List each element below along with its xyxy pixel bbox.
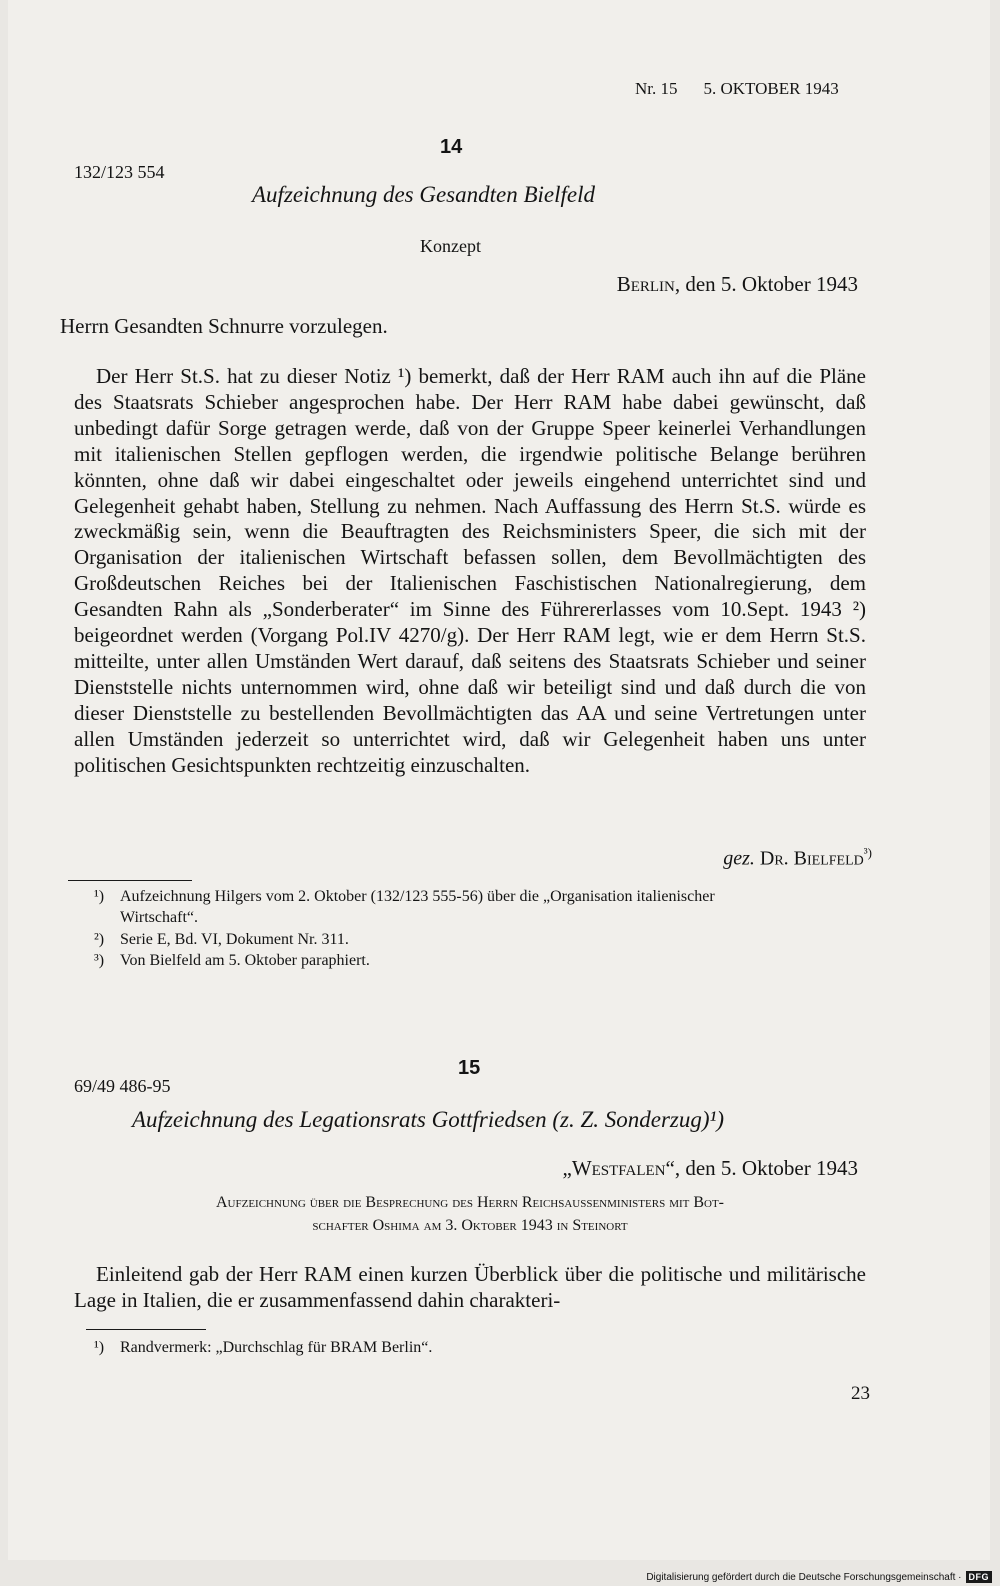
footnote <box>94 950 870 971</box>
header-doc-number: Nr. 15 <box>635 79 678 98</box>
salutation: Herrn Gesandten Schnurre vorzulegen. <box>60 314 388 338</box>
dfg-logo: DFG <box>966 1571 993 1583</box>
subject-line: schafter Oshima am 3. Oktober 1943 in Steinort <box>312 1217 628 1234</box>
running-header <box>635 79 839 99</box>
subject-heading <box>74 1191 866 1237</box>
subject-line: Aufzeichnung über die Besprechung des Herrn Reichsaussenministers mit Bot- <box>215 1194 725 1211</box>
header-date: 5. OKTOBER 1943 <box>703 79 839 98</box>
signature-footnote-mark: ³) <box>863 845 872 860</box>
funding-note <box>646 1571 992 1583</box>
file-number: 69/49 486-95 <box>74 1076 171 1096</box>
footnote <box>94 1337 870 1358</box>
footnote <box>94 886 870 928</box>
footnote-text: Von Bielfeld am 5. Oktober paraphiert. <box>120 952 370 969</box>
signature-name: Dr. Bielfeld <box>759 847 864 870</box>
date: , den 5. Oktober 1943 <box>674 272 858 296</box>
footnote-mark: ¹) <box>94 888 105 905</box>
footnote-divider <box>68 880 192 881</box>
document-number: 15 <box>458 1057 481 1079</box>
document-title: Aufzeichnung des Gesandten Bielfeld <box>252 182 596 207</box>
file-number: 132/123 554 <box>74 162 165 182</box>
document-page <box>8 0 990 1560</box>
date: , den 5. Oktober 1943 <box>674 1156 858 1180</box>
place-date-line <box>563 1156 859 1181</box>
footnote-mark: ³) <box>94 952 105 969</box>
document-title: Aufzeichnung des Legationsrats Gottfriedsen (z. Z. Sonderzug)¹) <box>132 1107 725 1132</box>
footnote-divider <box>86 1329 206 1330</box>
document-number: 14 <box>440 136 463 158</box>
body-paragraph: Der Herr St.S. hat zu dieser Notiz ¹) bemerkt, daß der Herr RAM auch ihn auf die Pläne des Staatsrats Schieber angesprochen habe. Der Herr RAM habe dabei gewünscht, daß unbedingt dafür Sorge getragen werde, daß von der Gruppe Speer keinerlei Verhandlungen mit italienischen Stellen gepflogen werden, die irgendwie politische Belange berühren könnten, ohne daß wir dabei eingeschaltet oder jeweils eingehend unterrichtet sind und Gelegenheit gehabt haben, Stellung zu nehmen. Nach Auffassung des Herrn St.S. würde es zweckmäßig sein, wenn die Beauftragten des Reichsministers Speer, die sich mit der Organisation der italienischen Wirtschaft befassen sollen, dem Bevollmächtigten des Großdeutschen Reiches bei der Italienischen Faschistischen Nationalregierung, dem Gesandten Rahn als „Sonderberater“ im Sinne des Führererlasses vom 10.Sept. 1943 ²) beigeordnet werden (Vorgang Pol.IV 4270/g). Der Herr RAM legt, wie er dem Herrn St.S. mitteilte, unter allen Umständen Wert darauf, daß seitens des Staatsrats Schieber und seiner Dienststelle nichts unternommen wird, ohne daß wir beteiligt sind und daß durch die von dieser Dienststelle zu bestellenden Bevollmächtigten das AA und seine Vertretungen unter allen Umständen jederzeit so unterrichtet wird, daß wir Gelegenheit haben uns unter politischen Gesichtspunkten rechtzeitig einzuschalten. <box>74 364 866 777</box>
place: Berlin <box>616 272 675 296</box>
footnote-text: Aufzeichnung Hilgers vom 2. Oktober (132/123 555-56) über die „Organisation italienischer <box>120 888 715 905</box>
footnote-text: Serie E, Bd. VI, Dokument Nr. 311. <box>120 931 349 948</box>
place: „Westfalen“ <box>562 1156 675 1180</box>
footnote-text: Randvermerk: „Durchschlag für BRAM Berlin“. <box>120 1339 433 1356</box>
signature <box>723 845 872 871</box>
signature-prefix: gez. <box>723 847 755 870</box>
place-date-line <box>617 272 858 297</box>
footnote-text-continued: Wirtschaft“. <box>120 909 198 926</box>
funding-text: Digitalisierung gefördert durch die Deutsche Forschungsgemeinschaft · <box>646 1571 962 1583</box>
footnote <box>94 929 870 950</box>
body-paragraph: Einleitend gab der Herr RAM einen kurzen Überblick über die politische und militärische Lage in Italien, die er zusammenfassend dahin charakteri- <box>74 1262 866 1312</box>
document-subtitle: Konzept <box>420 236 481 256</box>
footnote-mark: ¹) <box>94 1339 105 1356</box>
footnote-mark: ²) <box>94 931 105 948</box>
page-number: 23 <box>851 1383 870 1404</box>
